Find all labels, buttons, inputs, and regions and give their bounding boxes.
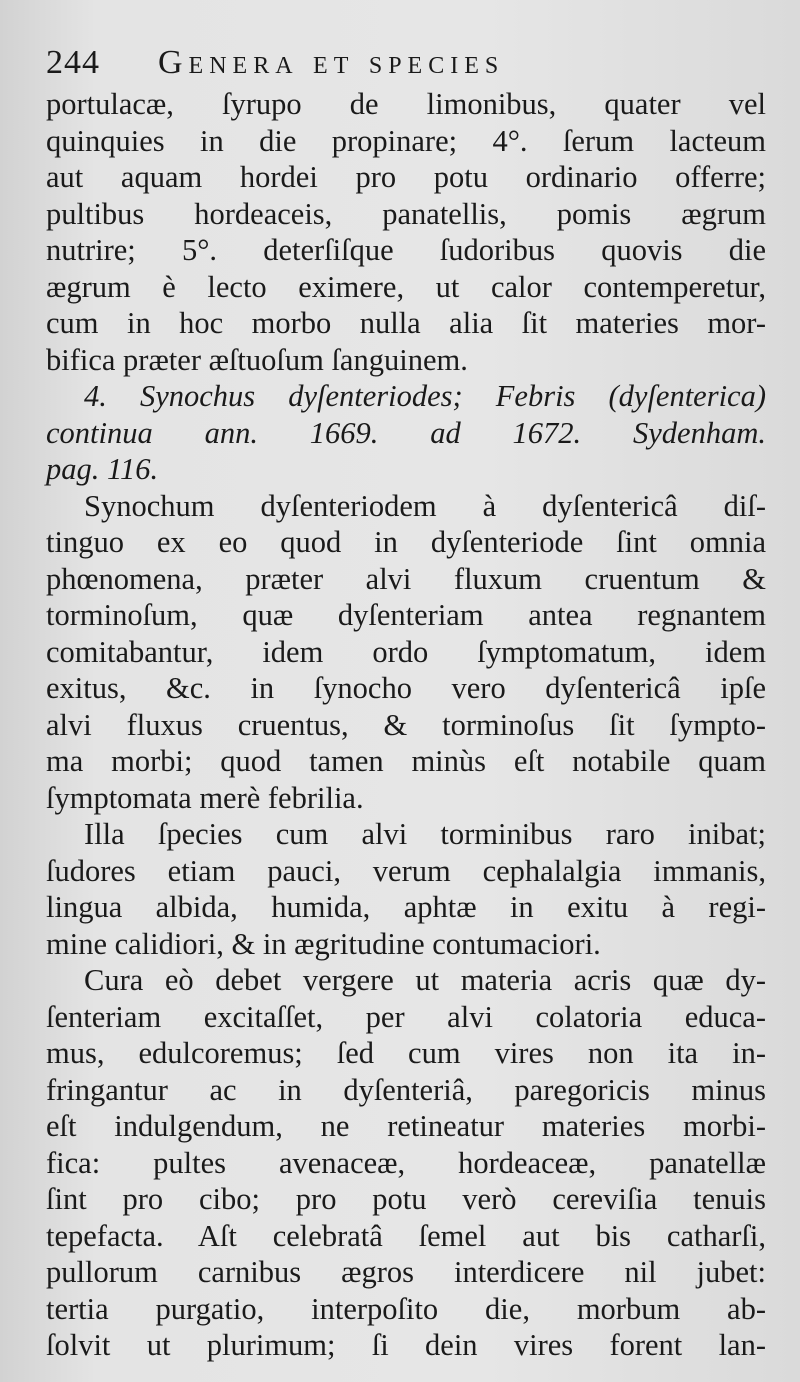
running-title: Genera et species — [158, 44, 505, 81]
page-header — [46, 40, 766, 90]
text-line: ma morbi; quod tamen minùs eſt notabile quam — [46, 744, 766, 778]
text-line: ægrum è lecto eximere, ut calor contemperetur, — [46, 269, 766, 304]
text-line: aut aquam hordei pro potu ordinario offerre; — [46, 160, 766, 194]
text-line: bifica præter æſtuoſum ſanguinem. — [46, 342, 468, 377]
text-line: Illa ſpecies cum alvi torminibus raro inibat; — [84, 817, 766, 851]
text-line: lingua albida, humida, aphtæ in exitu à regi- — [46, 890, 766, 924]
text-line: fica: pultes avenaceæ, hordeaceæ, panatellæ — [46, 1145, 766, 1180]
body-text — [46, 86, 766, 1364]
text-line: exitus, &c. in ſynocho vero dyſentericâ ipſe — [46, 671, 766, 705]
text-line: fringantur ac in dyſenteriâ, paregoricis minus — [46, 1072, 766, 1107]
species-heading-line: pag. 116. — [46, 452, 159, 486]
text-line: pultibus hordeaceis, panatellis, pomis ægrum — [46, 196, 766, 231]
text-line: eſt indulgendum, ne retineatur materies morbi- — [46, 1109, 766, 1143]
text-line: tepefacta. Aſt celebratâ ſemel aut bis catharſi, — [46, 1218, 766, 1253]
text-line: mus, edulcoremus; ſed cum vires non ita in- — [46, 1036, 766, 1070]
text-line: mine calidiori, & in ægritudine contumaciori. — [46, 926, 601, 961]
text-line: quinquies in die propinare; 4°. ſerum lacteum — [46, 123, 766, 158]
text-line: ſenteriam excitaſſet, per alvi colatoria educa- — [46, 999, 766, 1034]
text-line: ſymptomata merè febrilia. — [46, 780, 364, 815]
text-line: tinguo ex eo quod in dyſenteriode ſint omnia — [46, 525, 766, 559]
text-line: cum in hoc morbo nulla alia ſit materies mor- — [46, 306, 766, 340]
text-line: Synochum dyſenteriodem à dyſentericâ diſ- — [84, 488, 766, 523]
text-line: tertia purgatio, interpoſito die, morbum ab- — [46, 1291, 766, 1326]
text-line: comitabantur, idem ordo ſymptomatum, idem — [46, 634, 766, 669]
text-line: torminoſum, quæ dyſenteriam antea regnantem — [46, 598, 766, 632]
text-line: alvi fluxus cruentus, & torminoſus ſit ſympto- — [46, 707, 766, 742]
text-line: ſint pro cibo; pro potu verò cereviſia tenuis — [46, 1182, 766, 1216]
text-line: nutrire; 5°. deterſiſque ſudoribus quovis die — [46, 233, 766, 267]
page-number: 244 — [46, 44, 100, 81]
text-line: portulacæ, ſyrupo de limonibus, quater vel — [46, 87, 766, 121]
text-line: Cura eò debet vergere ut materia acris quæ dy- — [84, 963, 766, 997]
text-line: ſolvit ut plurimum; ſi dein vires forent lan- — [46, 1328, 766, 1362]
text-line: pullorum carnibus ægros interdicere nil jubet: — [46, 1255, 766, 1289]
species-heading-line: 4. Synochus dyſenteriodes; Febris (dyſenterica) — [84, 379, 766, 413]
text-line: phœnomena, præter alvi fluxum cruentum & — [46, 561, 766, 596]
text-line: ſudores etiam pauci, verum cephalalgia immanis, — [46, 853, 766, 888]
species-heading-line: continua ann. 1669. ad 1672. Sydenham. — [46, 415, 766, 450]
